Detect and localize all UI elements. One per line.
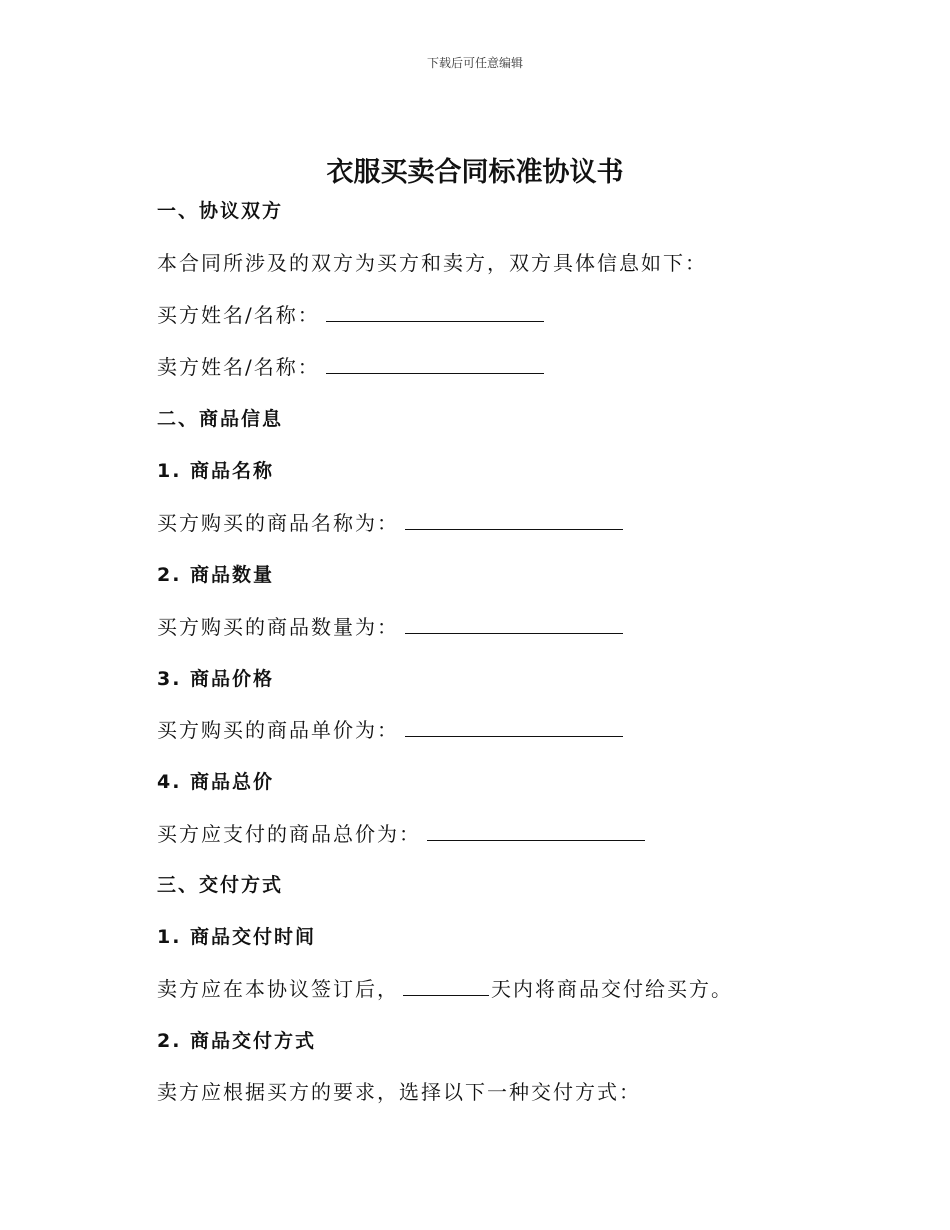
goods-name-label: 买方购买的商品名称为： [157,511,399,535]
goods-name-row [157,509,623,537]
goods-name-blank[interactable] [405,509,623,530]
delivery-time-row [157,975,733,1003]
section-3-heading: 三、交付方式 [157,874,284,896]
header-note: 下载后可任意编辑 [426,56,523,70]
goods-quantity-row [157,613,623,641]
goods-price-row [157,716,623,744]
goods-quantity-heading: 2. 商品数量 [157,564,275,586]
delivery-method-heading: 2. 商品交付方式 [157,1030,317,1052]
seller-name-label: 卖方姓名/名称： [157,355,320,379]
goods-total-label: 买方应支付的商品总价为： [157,822,421,846]
buyer-name-blank[interactable] [326,301,544,322]
goods-total-heading: 4. 商品总价 [157,771,275,793]
goods-price-label: 买方购买的商品单价为： [157,718,399,742]
goods-quantity-label: 买方购买的商品数量为： [157,615,399,639]
section-1-intro: 本合同所涉及的双方为买方和卖方，双方具体信息如下： [157,251,707,275]
section-2-heading: 二、商品信息 [157,408,284,430]
goods-quantity-blank[interactable] [405,613,623,634]
goods-price-blank[interactable] [405,716,623,737]
section-1-heading: 一、协议双方 [157,200,284,222]
delivery-time-after: 天内将商品交付给买方。 [491,977,733,1001]
buyer-name-row [157,301,544,329]
delivery-time-heading: 1. 商品交付时间 [157,926,317,948]
delivery-time-before: 卖方应在本协议签订后， [157,977,399,1001]
document-title: 衣服买卖合同标准协议书 [326,157,624,188]
goods-name-heading: 1. 商品名称 [157,460,275,482]
delivery-method-text: 卖方应根据买方的要求，选择以下一种交付方式： [157,1080,641,1104]
goods-total-row [157,820,645,848]
seller-name-row [157,353,544,381]
buyer-name-label: 买方姓名/名称： [157,303,320,327]
goods-total-blank[interactable] [427,820,645,841]
seller-name-blank[interactable] [326,353,544,374]
delivery-days-blank[interactable] [403,975,489,996]
goods-price-heading: 3. 商品价格 [157,668,275,690]
